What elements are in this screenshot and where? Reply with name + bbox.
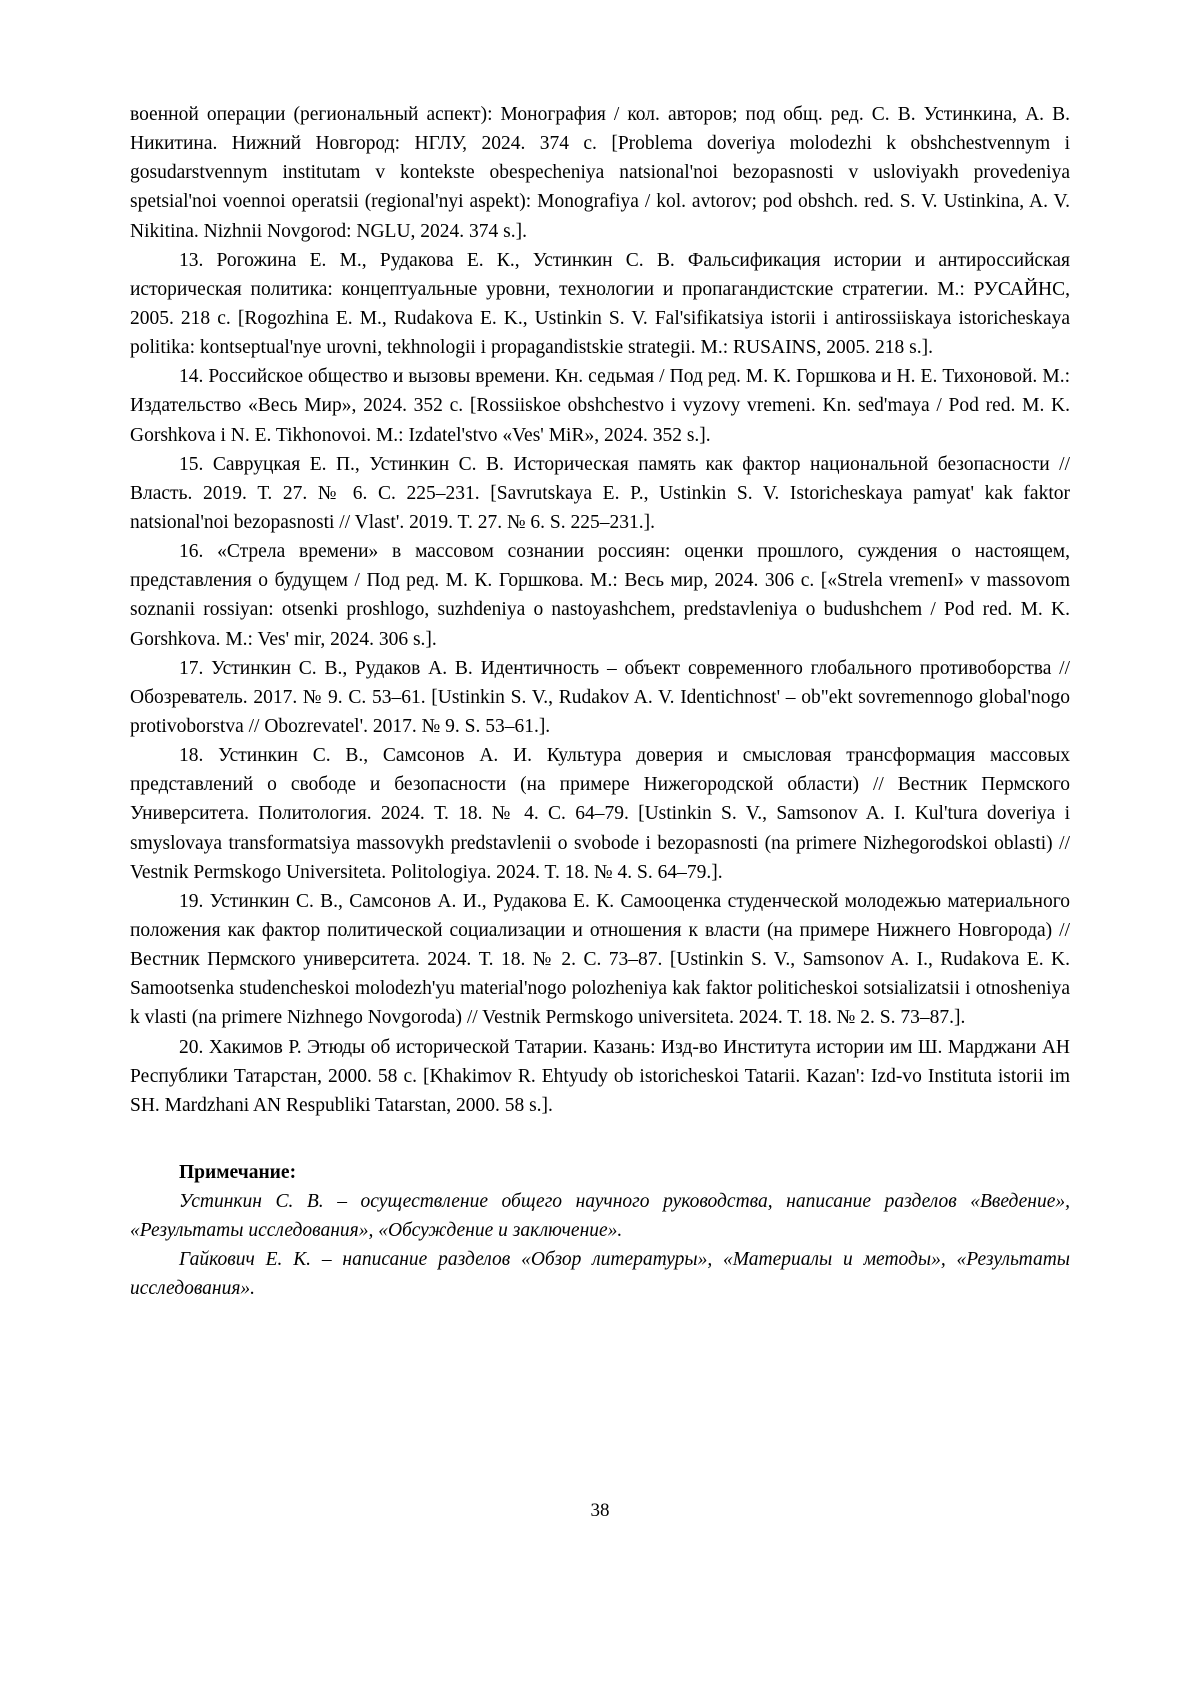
paragraph-reference-16: 16. «Стрела времени» в массовом сознании россиян: оценки прошлого, суждения о настоящем, представления о будущем / Под ред. М. К. Горшкова. М.: Весь мир, 2024. 306 с. [«Strela vremenI» v massovom soznanii rossiyan: otsenki proshlogo, suzhdeniya o nastoyashchem, predstavleniya o budushchem / Pod red. M. K. Gorshkova. M.: Ves' mir, 2024. 306 s.]. [130,541,1070,650]
paragraph-reference-13: 13. Рогожина Е. М., Рудакова Е. К., Устинкин С. В. Фальсификация истории и антироссийская историческая политика: концептуальные уровни, технологии и пропагандистские стратегии. М.: РУСАЙНС, 2005. 218 с. [Rogozhina E. M., Rudakova E. K., Ustinkin S. V. Fal'sifikatsiya istorii i antirossiiskaya istoricheskaya politika: kontseptual'nye urovni, tekhnologii i propagandistskie strategii. M.: RUSAINS, 2005. 218 s.]. [130,249,1070,359]
page-number: 38 [590,1500,610,1521]
note-heading: Примечание: [179,1161,297,1183]
note-section [130,1120,1070,1304]
note-line-ustinkin: Устинкин С. В. – осуществление общего научного руководства, написание разделов «Введение», «Результаты исследования», «Обсуждение и заключение». [130,1191,1070,1242]
paragraph-reference-18: 18. Устинкин С. В., Самсонов А. И. Культура доверия и смысловая трансформация массовых представлений о свободе и безопасности (на примере Нижегородской области) // Вестник Пермского Университета. Политология. 2024. Т. 18. № 4. С. 64–79. [Ustinkin S. V., Samsonov A. I. Kul'tura doveriya i smyslovaya transformatsiya massovykh predstavlenii o svobode i bezopasnosti (na primere Nizhegorodskoi oblasti) // Vestnik Permskogo Universiteta. Politologiya. 2024. T. 18. № 4. S. 64–79.]. [130,745,1070,883]
references-list [130,100,1070,1120]
paragraph-reference-19: 19. Устинкин С. В., Самсонов А. И., Рудакова Е. К. Самооценка студенческой молодежью материального положения как фактор политической социализации и отношения к власти (на примере Нижнего Новгорода) // Вестник Пермского университета. 2024. Т. 18. № 2. С. 73–87. [Ustinkin S. V., Samsonov A. I., Rudakova E. K. Samootsenka studencheskoi molodezh'yu material'nogo polozheniya kak faktor politicheskoi sotsializatsii i otnosheniya k vlasti (na primere Nizhnego Novgoroda) // Vestnik Permskogo universiteta. 2024. T. 18. № 2. S. 73–87.]. [130,890,1070,1029]
paragraph-reference-20: 20. Хакимов Р. Этюды об исторической Татарии. Казань: Изд-во Института истории им Ш. Марджани АН Республики Татарстан, 2000. 58 с. [Khakimov R. Ehtyudy ob istoricheskoi Tatarii. Kazan': Izd-vo Instituta istorii im SH. Mardzhani AN Respubliki Tatarstan, 2000. 58 s.]. [130,1036,1070,1116]
paragraph-reference-15: 15. Савруцкая Е. П., Устинкин С. В. Историческая память как фактор национальной безопасности // Власть. 2019. Т. 27. № 6. С. 225–231. [Savrutskaya E. P., Ustinkin S. V. Istoricheskaya pamyat' kak faktor natsional'noi bezopasnosti // Vlast'. 2019. T. 27. № 6. S. 225–231.]. [130,453,1070,533]
note-line-gaikovich: Гайкович Е. К. – написание разделов «Обзор литературы», «Материалы и методы», «Результаты исследования». [130,1249,1070,1300]
paragraph-reference-14: 14. Российское общество и вызовы времени. Кн. седьмая / Под ред. М. К. Горшкова и Н. Е. Тихоновой. М.: Издательство «Весь Мир», 2024. 352 с. [Rossiiskoe obshchestvo i vyzovy vremeni. Kn. sed'maya / Pod red. M. K. Gorshkova i N. E. Tikhonovoi. M.: Izdatel'stvo «Ves' MiR», 2024. 352 s.]. [130,366,1070,446]
paragraph-reference-17: 17. Устинкин С. В., Рудаков А. В. Идентичность – объект современного глобального противоборства // Обозреватель. 2017. № 9. С. 53–61. [Ustinkin S. V., Rudakov A. V. Identichnost' – ob"ekt sovremennogo global'nogo protivoborstva // Obozrevatel'. 2017. № 9. S. 53–61.]. [130,657,1070,737]
paragraph-reference-12-continued: военной операции (региональный аспект): Монография / кол. авторов; под общ. ред. С. В. Устинкина, А. В. Никитина. Нижний Новгород: НГЛУ, 2024. 374 с. [Problema doveriya molodezhi k obshchestvennym i gosudarstvennym institutam v kontekste obespecheniya natsional'noi bezopasnosti v usloviyakh provedeniya spetsial'noi voennoi operatsii (regional'nyi aspekt): Monografiya / kol. avtorov; pod obshch. red. S. V. Ustinkina, A. V. Nikitina. Nizhnii Novgorod: NGLU, 2024. 374 s.]. [130,104,1070,242]
